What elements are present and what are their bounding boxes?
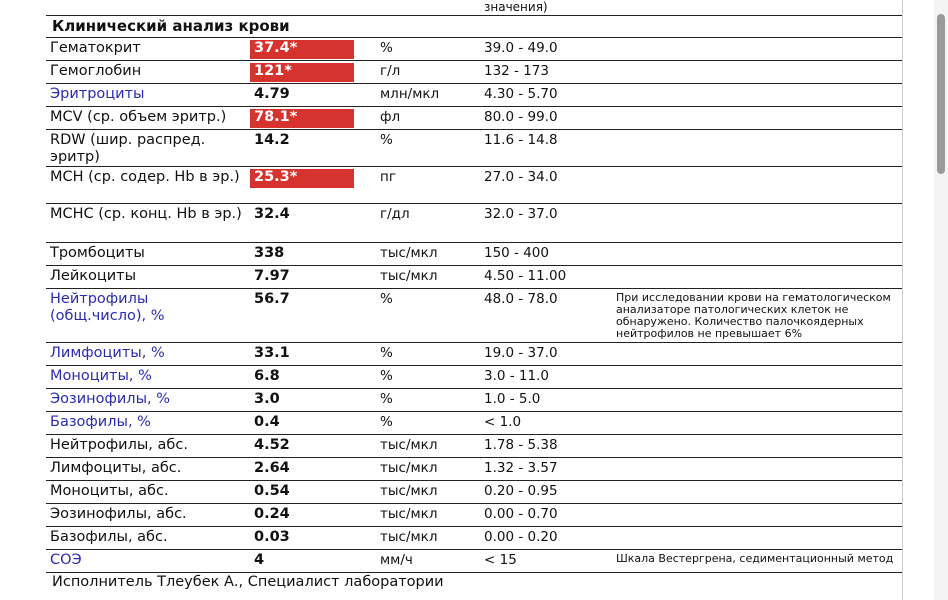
- table-row: [46, 60, 902, 84]
- unit: фл: [380, 109, 401, 125]
- result-value-flagged: 78.1*: [250, 109, 354, 128]
- unit: г/л: [380, 63, 401, 79]
- result-value: 4.52: [254, 437, 290, 453]
- table-row: [46, 434, 902, 458]
- unit: пг: [380, 169, 396, 185]
- table-row: [46, 503, 902, 527]
- result-value: 0.24: [254, 506, 290, 522]
- reference-range: 19.0 - 37.0: [484, 345, 558, 361]
- result-value-flagged: 25.3*: [250, 169, 354, 188]
- reference-range: 32.0 - 37.0: [484, 206, 558, 222]
- unit: мм/ч: [380, 552, 413, 568]
- unit: тыс/мкл: [380, 437, 438, 453]
- test-name: Нейтрофилы, абс.: [50, 437, 188, 453]
- test-name[interactable]: Базофилы, %: [50, 414, 151, 430]
- reference-range: 0.00 - 0.70: [484, 506, 558, 522]
- test-name[interactable]: Эритроциты: [50, 86, 145, 102]
- result-value: 33.1: [254, 345, 290, 361]
- test-name: MCH (ср. содер. Hb в эр.): [50, 169, 240, 185]
- table-row: [46, 265, 902, 289]
- performer-line: Исполнитель Тлеубек А., Специалист лаборатории: [52, 574, 444, 590]
- column-header-continuation: значения): [484, 0, 548, 14]
- test-name[interactable]: Лимфоциты, %: [50, 345, 165, 361]
- result-value: 0.4: [254, 414, 280, 430]
- reference-range: < 15: [484, 552, 517, 568]
- table-row: [46, 342, 902, 366]
- test-name: Гемоглобин: [50, 63, 142, 79]
- table-row: [46, 411, 902, 435]
- reference-range: 1.0 - 5.0: [484, 391, 541, 407]
- table-row: [46, 480, 902, 504]
- test-name: RDW (шир. распред. эритр): [50, 132, 206, 165]
- table-row: [46, 457, 902, 481]
- reference-range: 27.0 - 34.0: [484, 169, 558, 185]
- unit: тыс/мкл: [380, 506, 438, 522]
- test-name[interactable]: Моноциты, %: [50, 368, 152, 384]
- unit: тыс/мкл: [380, 483, 438, 499]
- reference-range: 132 - 173: [484, 63, 549, 79]
- test-name: MCHC (ср. конц. Hb в эр.): [50, 206, 242, 222]
- table-row: [46, 129, 902, 167]
- reference-range: 4.30 - 5.70: [484, 86, 558, 102]
- unit: г/дл: [380, 206, 410, 222]
- unit: %: [380, 291, 393, 307]
- test-name: Моноциты, абс.: [50, 483, 169, 499]
- unit: %: [380, 414, 393, 430]
- unit: тыс/мкл: [380, 268, 438, 284]
- result-value: 32.4: [254, 206, 290, 222]
- result-value: 14.2: [254, 132, 290, 148]
- scrollbar-thumb[interactable]: [937, 14, 945, 174]
- table-row: [46, 388, 902, 412]
- reference-range: 4.50 - 11.00: [484, 268, 567, 284]
- unit: %: [380, 391, 393, 407]
- table-row: [46, 83, 902, 107]
- table-row: [46, 526, 902, 550]
- table-row: [46, 242, 902, 266]
- table-row: [46, 288, 902, 343]
- result-value: 2.64: [254, 460, 290, 476]
- table-row: [46, 106, 902, 130]
- unit: тыс/мкл: [380, 529, 438, 545]
- table-row: [46, 166, 902, 204]
- reference-range: 11.6 - 14.8: [484, 132, 558, 148]
- results-table: [46, 37, 902, 575]
- section-title: Клинический анализ крови: [52, 17, 290, 35]
- test-name: Эозинофилы, абс.: [50, 506, 187, 522]
- result-value: 56.7: [254, 291, 290, 307]
- reference-range: 39.0 - 49.0: [484, 40, 558, 56]
- unit: млн/мкл: [380, 86, 440, 102]
- result-value: 0.03: [254, 529, 290, 545]
- reference-range: 1.32 - 3.57: [484, 460, 558, 476]
- test-name[interactable]: СОЭ: [50, 552, 82, 568]
- comment: При исследовании крови на гематологическом анализаторе патологических клеток не обнаружено. Количество палочкоядерных нейтрофилов не превышает 6%: [616, 291, 891, 340]
- reference-range: 1.78 - 5.38: [484, 437, 558, 453]
- unit: %: [380, 132, 393, 148]
- test-name: MCV (ср. объем эритр.): [50, 109, 227, 125]
- test-name[interactable]: Нейтрофилы (общ.число), %: [50, 291, 165, 324]
- unit: тыс/мкл: [380, 245, 438, 261]
- reference-range: 80.0 - 99.0: [484, 109, 558, 125]
- table-row: [46, 203, 902, 243]
- table-row: [46, 549, 902, 573]
- result-value: 4: [254, 552, 265, 568]
- test-name: Лимфоциты, абс.: [50, 460, 182, 476]
- result-value: 7.97: [254, 268, 290, 284]
- test-name: Гематокрит: [50, 40, 141, 56]
- reference-range: 3.0 - 11.0: [484, 368, 549, 384]
- test-name[interactable]: Эозинофилы, %: [50, 391, 171, 407]
- test-name: Базофилы, абс.: [50, 529, 168, 545]
- divider: [46, 15, 902, 16]
- unit: %: [380, 345, 393, 361]
- reference-range: 0.00 - 0.20: [484, 529, 558, 545]
- result-value: 4.79: [254, 86, 290, 102]
- reference-range: 150 - 400: [484, 245, 549, 261]
- scrollbar[interactable]: [934, 0, 948, 600]
- result-value-flagged: 121*: [250, 63, 354, 82]
- reference-range: 0.20 - 0.95: [484, 483, 558, 499]
- comment: Шкала Вестергрена, седиментационный метод: [616, 552, 894, 565]
- result-value: 338: [254, 245, 285, 261]
- table-row: [46, 37, 902, 61]
- page-edge: [902, 0, 903, 600]
- result-value: 0.54: [254, 483, 290, 499]
- unit: %: [380, 368, 393, 384]
- table-row: [46, 365, 902, 389]
- unit: %: [380, 40, 393, 56]
- result-value: 6.8: [254, 368, 280, 384]
- test-name: Лейкоциты: [50, 268, 137, 284]
- reference-range: < 1.0: [484, 414, 522, 430]
- reference-range: 48.0 - 78.0: [484, 291, 558, 307]
- result-value: 3.0: [254, 391, 280, 407]
- result-value-flagged: 37.4*: [250, 40, 354, 59]
- test-name: Тромбоциты: [50, 245, 145, 261]
- unit: тыс/мкл: [380, 460, 438, 476]
